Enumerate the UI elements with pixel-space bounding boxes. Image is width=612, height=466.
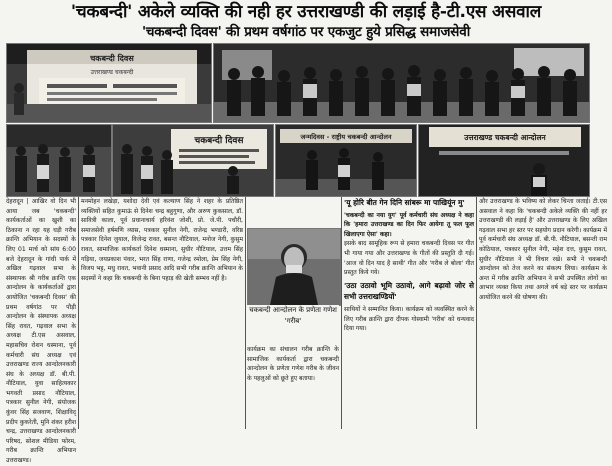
col4-text-3: साथियों ने सम्मानित किया। कार्यक्रम को व्यवस्थित करने के लिए गरीब क्रान्ति द्वारा दीपक गोस्वामी 'गरीब' को धन्यवाद दिया गया।: [344, 305, 474, 333]
photo-banner-stage: [6, 43, 212, 123]
col3-text: कार्यक्रम का संचालन गरीब क्रान्ति के सामाजिक कार्यकर्ता द्वारा चकबन्दी आन्दोलन के प्रणेता गणेश गरीब के जीवन के पहलुओं को छूते हुए बताया।: [247, 346, 339, 382]
article-column-3: [247, 345, 339, 431]
photo-banner-group: [112, 124, 274, 197]
column-divider: [341, 197, 342, 429]
headline-main: 'चकबन्दी' अकेले व्यक्ति की नही हर उत्तराखण्डी की लड़ाई है-टी.एस असवाल: [70, 2, 542, 22]
column-divider: [476, 197, 477, 429]
photo-portrait: [247, 228, 341, 306]
banner-stage-title: जन्मदिवस - राष्ट्रीय चकबन्दी आन्दोलन: [300, 133, 392, 141]
pull-quote-2: 'उठा उठावो भूमि उठावो, आगे बढ़ावो जोर से सभी उत्तराखण्डियों': [344, 280, 474, 302]
article-column-1: [6, 197, 76, 465]
photo-speaker-stage: [275, 124, 417, 197]
column-divider: [245, 197, 246, 429]
banner-center-title: चकबन्दी दिवस: [194, 136, 244, 146]
col2-text: मनमोहन लखेड़ा, यशोदा देवी एवं कल्याण सिंह ने शहर के प्रतिष्ठित व्यक्तियों सहित कुमाऊं से दिनेश चन्द्र बहुगुणा, और अरुण कुकसाल, डॉ. सावित्री काला, पूर्व प्रधानाचार्य हरिवंश जोशी, प्रो. जे.पी. पचौरी, समाजसेवी हर्षमणि व्यास, पत्रकार सुनील नेगी, राजेन्द्र भण्डारी, वरिष्ठ पत्रकार दिनेश जुयाल, विजेन्द्र रावत, बसन्त नौटियाल, मनोज नेगी, कुसुम रावत, सामाजिक कार्यकर्ता दिनेश धस्माना, सुधीर नौटियाल, उत्तम सिंह गड़िया, जयप्रकाश पंवार, भरत सिंह राणा, गजेन्द्र रमोला, प्रेम सिंह नेगी, विजय भट्ट, मधु रावत, भवानी प्रसाद आदि सभी गरीब क्रान्ति अभियान के सदस्यों ने कहा कि चकबन्दी के बिना पहाड़ की खेती सम्भव नहीं है।: [81, 198, 243, 282]
article-column-4: [344, 197, 474, 431]
column-divider: [78, 197, 79, 429]
col5-text: और उत्तराखण्ड के भविष्य को लेकर चिन्ता जताई। टी.एस असवाल ने कहा कि 'चकबन्दी अकेले व्यक्ति की नहीं हर उत्तराखण्डी की लड़ाई है' और उत्तराखण्ड के लिए अखिल गढ़वाल सभा हर स्तर पर सहयोग प्रदान करेगी। कार्यक्रम में पूर्व कर्मचारी संघ अध्यक्ष डॉ. बी.पी. नौटियाल, बसन्ती राम कोठियाल, पत्रकार सुनील नेगी, महेश दत्त, कुसुम रावत, सुधीर नौटियाल ने भी विचार रखे। सभी ने चकबन्दी आन्दोलन को तेज करने का संकल्प लिया। कार्यक्रम के अन्त में गरीब क्रान्ति अभियान ने सभी उपस्थित लोगों का आभार व्यक्त किया तथा अगले वर्ष बड़े स्तर पर कार्यक्रम आयोजित करने की घोषणा की।: [479, 198, 607, 301]
article-column-5: [479, 197, 607, 431]
portrait-caption: चकबन्दी आन्दोलन के प्रणेता गणेश 'गरीब': [247, 305, 339, 341]
banner-big-title: उत्तराखण्ड चकबन्दी आन्दोलन: [464, 133, 546, 142]
photo-group-left: [6, 124, 112, 197]
col4-text-1: 'चकबन्दी का नया युग' पूर्व कर्मचारी संघ अध्यक्ष ने कहा कि 'हमारा उत्तराखण्ड का दिन फिर आयेगा तू फल फूल खिलाएगा ऐसा' कहा।: [344, 211, 474, 238]
article-column-2: [81, 197, 243, 431]
photo-crowd: [213, 43, 590, 123]
photo-speaker-banner: [418, 124, 590, 197]
banner-left-line: उत्तराखण्ड चकबन्दी: [90, 69, 134, 76]
headline-sub: 'चकबन्दी दिवस' की प्रथम वर्षगांठ पर एकजुट हुये प्रसिद्ध समाजसेवी: [141, 24, 471, 40]
banner-left-title: चकबन्दी दिवस: [90, 54, 134, 63]
col4-text-2: इसके बाद सामूहिक रूप से हमारा चकबन्दी दिवस पर गीत भी गाया गया और उत्तराखण्ड के गीतों की प्रस्तुति दी गई। 'आज वो दिन याद है साथी' गीत और 'गरीब ले बोला' गीत प्रस्तुत किये गये।: [344, 240, 474, 277]
pull-quote-1: 'यू होरि बीत गेन दिनि सांबरू मा पाखियूंन मु': [344, 198, 465, 207]
col1-text: देहरादून | आखिर वो दिन भी आया जब 'चकबन्दी' कार्यकर्ताओं का खुशी का ठिकाना न रहा यह घड़ी गरीब क्रान्ति अभियान के सदस्यों के लिए 01 मार्च को सांय 6:00 बजे देहरादून के गांधी पार्क में अखिल गढ़वाल सभा के संस्थापक श्री गरीब क्रान्ति एक आन्दोलन के कार्यकर्ताओं द्वारा आयोजित 'चकबन्दी दिवस' की प्रथम वर्षगांठ पर पौड़ी आन्दोलन के संस्थापक अध्यक्ष सिंह रावत, गढ़वाल सभा के अध्यक्ष टी.एस असवाल, महासचिव रोशन धस्माना, पूर्व कर्मचारी संघ अध्यक्ष एवं उत्तराखण्ड राज्य आन्दोलनकारी संघ के अध्यक्ष डॉ. बी.पी. नौटियाल, युवा साहित्यकार भगवती प्रसाद नौटियाल, पत्रकार सुनील नेगी, संयोजक कुंवर सिंह सजवाण, शिक्षाविद् प्रदीप कुकरेती, मुनि शंकर हरीश चन्द्र, उत्तराखण्ड आन्दोलनकारी परिषद, सोशल मीडिया फोरम, गरीब क्रान्ति अभियान उत्तराखण्ड।: [6, 198, 76, 465]
